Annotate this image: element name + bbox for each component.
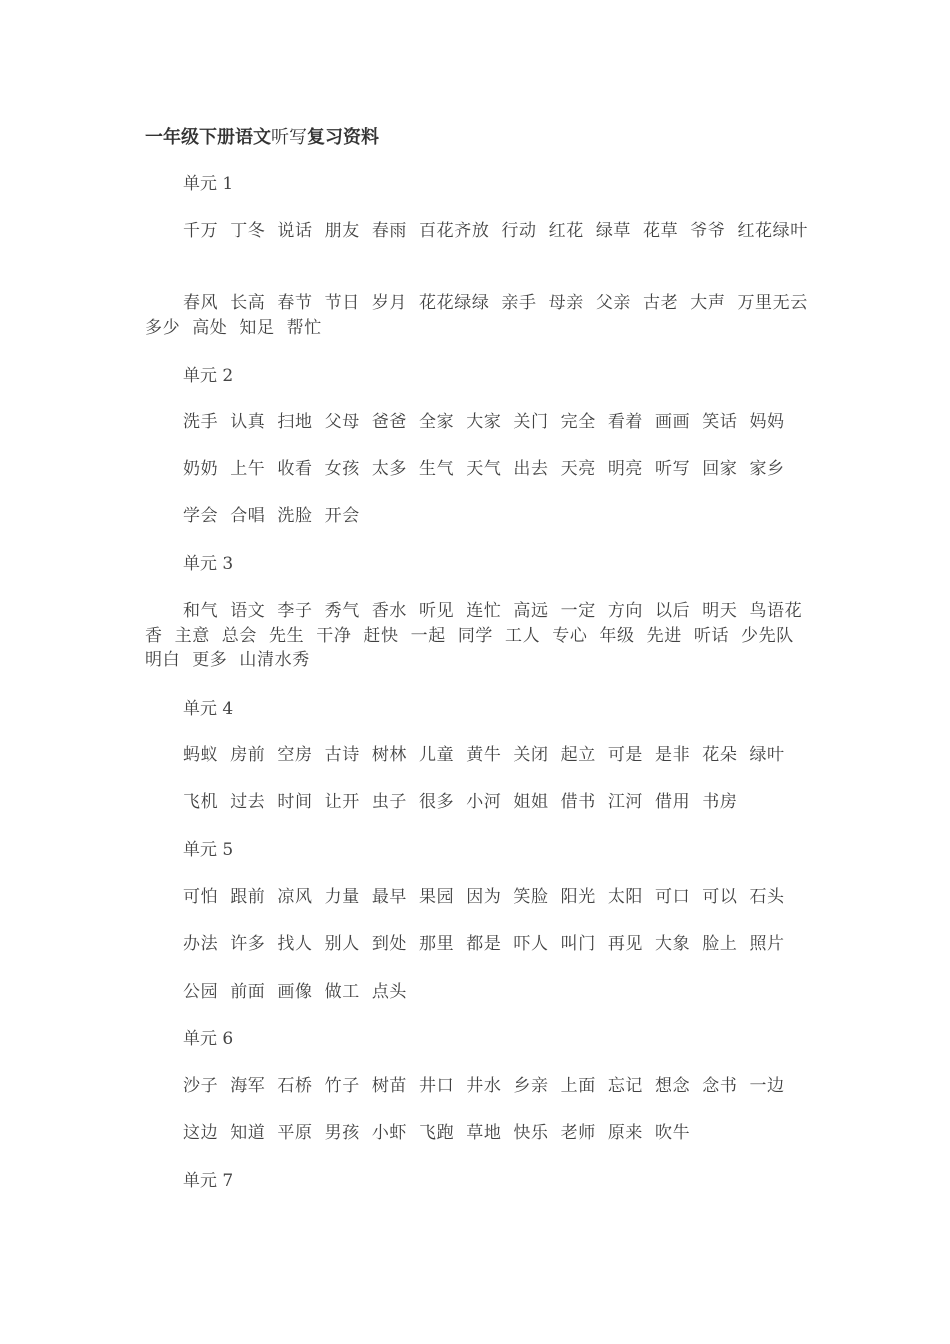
document-title — [145, 126, 379, 150]
unit-heading-6: 单元 6 — [183, 1029, 234, 1049]
unit-6-paragraph-1: 沙子 海军 石桥 竹子 树苗 井口 井水 乡亲 上面 忘记 想念 念书 一边 — [183, 1076, 785, 1096]
unit-heading-1: 单元 1 — [183, 174, 234, 194]
unit-4-paragraph-2: 飞机 过去 时间 让开 虫子 很多 小河 姐姐 借书 江河 借用 书房 — [183, 792, 738, 812]
unit-6-paragraph-2: 这边 知道 平原 男孩 小虾 飞跑 草地 快乐 老师 原来 吹牛 — [183, 1123, 691, 1143]
unit-5-paragraph-2: 办法 许多 找人 别人 到处 那里 都是 吓人 叫门 再见 大象 脸上 照片 — [183, 934, 785, 954]
unit-3-paragraph-1: 和气 语文 李子 秀气 香水 听见 连忙 高远 一定 方向 以后 明天 鸟语花香 主意 总会 先生 干净 赶快 一起 同学 工人 专心 年级 先进 听话 少先队 明白 更多 山清水秀 — [145, 601, 803, 670]
unit-1-paragraph-1: 千万 丁冬 说话 朋友 春雨 百花齐放 行动 红花 绿草 花草 爷爷 红花绿叶 — [183, 221, 808, 241]
unit-2-paragraph-3: 学会 合唱 洗脸 开会 — [183, 506, 360, 526]
unit-1-paragraph-2: 春风 长高 春节 节日 岁月 花花绿绿 亲手 母亲 父亲 古老 大声 万里无云多少 高处 知足 帮忙 — [145, 293, 808, 338]
unit-2-paragraph-1: 洗手 认真 扫地 父母 爸爸 全家 大家 关门 完全 看着 画画 笑话 妈妈 — [183, 412, 785, 432]
unit-heading-2: 单元 2 — [183, 366, 234, 386]
unit-heading-4: 单元 4 — [183, 699, 234, 719]
unit-heading-3: 单元 3 — [183, 554, 234, 574]
unit-4-paragraph-1: 蚂蚁 房前 空房 古诗 树林 儿童 黄牛 关闭 起立 可是 是非 花朵 绿叶 — [183, 745, 785, 765]
unit-5-paragraph-3: 公园 前面 画像 做工 点头 — [183, 982, 408, 1002]
unit-heading-7: 单元 7 — [183, 1171, 234, 1191]
unit-2-paragraph-2: 奶奶 上午 收看 女孩 太多 生气 天气 出去 天亮 明亮 听写 回家 家乡 — [183, 459, 785, 479]
title-part-2: 听写 — [271, 127, 307, 148]
unit-5-paragraph-1: 可怕 跟前 凉风 力量 最早 果园 因为 笑脸 阳光 太阳 可口 可以 石头 — [183, 887, 785, 907]
title-part-3: 复习资料 — [307, 127, 379, 148]
title-part-1: 一年级下册语文 — [145, 127, 271, 148]
unit-heading-5: 单元 5 — [183, 840, 234, 860]
